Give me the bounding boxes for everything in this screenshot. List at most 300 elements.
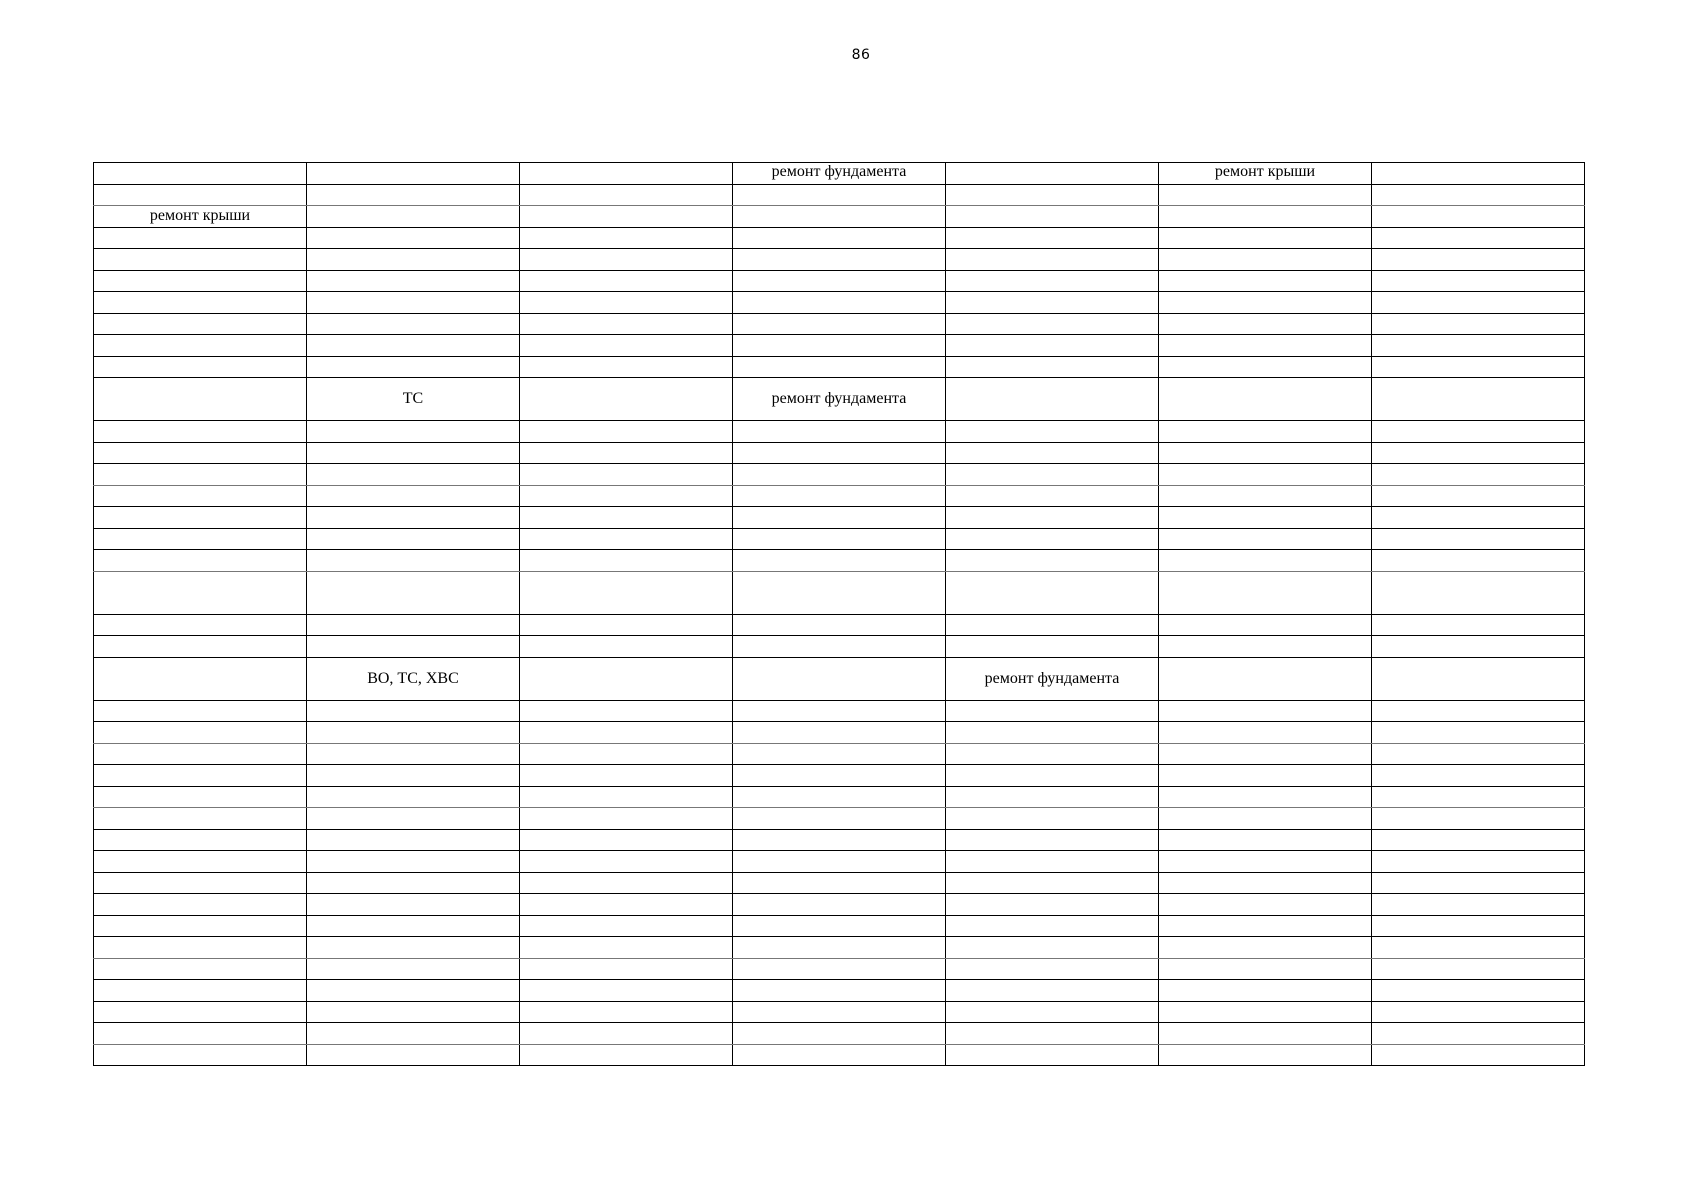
table-cell (94, 765, 307, 787)
table-row (94, 1001, 1585, 1023)
table-cell (307, 507, 520, 529)
table-cell (520, 851, 733, 873)
table-cell (1372, 915, 1585, 937)
table-cell (520, 614, 733, 636)
table-row (94, 829, 1585, 851)
table-cell (520, 507, 733, 529)
table-cell (946, 550, 1159, 572)
table-cell: ремонт фундамента (946, 657, 1159, 700)
table-cell (1372, 227, 1585, 249)
table-cell (946, 163, 1159, 185)
table-cell (94, 421, 307, 443)
table-cell (1159, 464, 1372, 486)
table-cell (307, 915, 520, 937)
table-cell (946, 442, 1159, 464)
table-cell (520, 657, 733, 700)
table-cell (946, 614, 1159, 636)
table-cell (307, 1001, 520, 1023)
table-cell (733, 614, 946, 636)
table-cell (1372, 851, 1585, 873)
table-cell (946, 227, 1159, 249)
table-cell (946, 722, 1159, 744)
table-row (94, 485, 1585, 507)
table-cell (94, 313, 307, 335)
table-cell (520, 249, 733, 271)
table-cell (1372, 636, 1585, 658)
table-cell (1372, 743, 1585, 765)
table-cell (733, 528, 946, 550)
table-cell (946, 851, 1159, 873)
table-cell (1372, 442, 1585, 464)
table-cell (1159, 765, 1372, 787)
table-cell (1159, 1023, 1372, 1045)
table-cell (733, 507, 946, 529)
table-row (94, 851, 1585, 873)
table-cell (946, 184, 1159, 206)
table-cell (1159, 292, 1372, 314)
table-cell (520, 550, 733, 572)
table-cell (94, 227, 307, 249)
table-cell (1372, 872, 1585, 894)
table-cell (94, 808, 307, 830)
table-cell (520, 464, 733, 486)
table-cell (94, 915, 307, 937)
table-cell (733, 1023, 946, 1045)
repair-schedule-table (93, 162, 1585, 1066)
table-row (94, 743, 1585, 765)
table-cell (94, 743, 307, 765)
table-cell (1159, 743, 1372, 765)
table-cell (520, 485, 733, 507)
table-row (94, 184, 1585, 206)
table-cell (1159, 937, 1372, 959)
table-row (94, 507, 1585, 529)
table-cell (946, 1001, 1159, 1023)
table-row (94, 313, 1585, 335)
table-cell (1372, 464, 1585, 486)
table-cell (1159, 958, 1372, 980)
table-cell (733, 227, 946, 249)
table-cell (307, 421, 520, 443)
table-row (94, 872, 1585, 894)
table-row (94, 937, 1585, 959)
table-cell (1159, 722, 1372, 744)
table-cell (946, 980, 1159, 1002)
table-cell (733, 636, 946, 658)
table-cell (520, 894, 733, 916)
table-cell (307, 356, 520, 378)
table-cell (946, 571, 1159, 614)
table-cell (1372, 356, 1585, 378)
table-cell (94, 786, 307, 808)
table-row (94, 765, 1585, 787)
table-cell (733, 722, 946, 744)
table-cell (733, 249, 946, 271)
table-cell (1159, 528, 1372, 550)
table-cell (733, 937, 946, 959)
table-cell (946, 872, 1159, 894)
table-row (94, 227, 1585, 249)
table-cell (1372, 270, 1585, 292)
table-cell (520, 184, 733, 206)
table-cell (94, 937, 307, 959)
table-cell (733, 356, 946, 378)
table-cell (733, 1044, 946, 1066)
table-cell (1159, 184, 1372, 206)
table-cell (733, 743, 946, 765)
table-cell (1159, 808, 1372, 830)
table-cell (1372, 528, 1585, 550)
table-row (94, 442, 1585, 464)
table-cell (1372, 507, 1585, 529)
table-row (94, 786, 1585, 808)
table-cell (307, 485, 520, 507)
table-cell (1372, 485, 1585, 507)
table-cell (1159, 872, 1372, 894)
table-cell (733, 184, 946, 206)
table-cell (1372, 335, 1585, 357)
table-row (94, 722, 1585, 744)
table-row (94, 636, 1585, 658)
table-cell (94, 851, 307, 873)
table-cell (733, 442, 946, 464)
table-cell (94, 894, 307, 916)
table-cell (1159, 206, 1372, 228)
table-cell (946, 270, 1159, 292)
table-cell (946, 313, 1159, 335)
table-cell (946, 528, 1159, 550)
table-cell (733, 872, 946, 894)
table-row (94, 163, 1585, 185)
table-cell (94, 249, 307, 271)
table-cell: ремонт фундамента (733, 378, 946, 421)
table-cell (94, 442, 307, 464)
table-cell (1159, 980, 1372, 1002)
table-cell (94, 550, 307, 572)
table-cell (307, 292, 520, 314)
table-cell (1372, 206, 1585, 228)
table-cell (1159, 442, 1372, 464)
table-cell (946, 206, 1159, 228)
table-row (94, 980, 1585, 1002)
table-cell (733, 464, 946, 486)
table-cell (520, 636, 733, 658)
table-cell (520, 829, 733, 851)
table-cell (946, 464, 1159, 486)
table-cell (307, 614, 520, 636)
table-cell (1372, 958, 1585, 980)
table-cell (307, 722, 520, 744)
table-cell: ремонт фундамента (733, 163, 946, 185)
table-cell (733, 485, 946, 507)
table-cell (733, 786, 946, 808)
table-cell (94, 163, 307, 185)
table-cell (1159, 894, 1372, 916)
table-cell (1372, 1044, 1585, 1066)
table-cell (307, 808, 520, 830)
table-cell (733, 915, 946, 937)
table-cell (1159, 614, 1372, 636)
table-cell (733, 829, 946, 851)
table-row (94, 292, 1585, 314)
table-cell (94, 958, 307, 980)
table-cell (733, 808, 946, 830)
table-cell (733, 657, 946, 700)
table-cell (1159, 571, 1372, 614)
page-number: 86 (851, 47, 871, 63)
table-cell (1372, 614, 1585, 636)
table-cell (520, 722, 733, 744)
table-cell (733, 851, 946, 873)
table-cell (94, 335, 307, 357)
table-row (94, 614, 1585, 636)
table-cell (307, 937, 520, 959)
table-cell (733, 700, 946, 722)
table-cell (94, 356, 307, 378)
table-cell (946, 894, 1159, 916)
table-cell (520, 378, 733, 421)
table-cell (1159, 915, 1372, 937)
table-cell (307, 206, 520, 228)
table-cell (520, 292, 733, 314)
table-cell (1372, 249, 1585, 271)
table-cell (307, 829, 520, 851)
table-cell (733, 421, 946, 443)
table-cell (307, 1023, 520, 1045)
table-cell (1159, 636, 1372, 658)
table-cell (307, 1044, 520, 1066)
table-cell (1372, 980, 1585, 1002)
table-row (94, 915, 1585, 937)
table-cell (1159, 829, 1372, 851)
table-cell (946, 356, 1159, 378)
table-cell (520, 958, 733, 980)
table-cell (520, 1023, 733, 1045)
table-cell (94, 1023, 307, 1045)
table-cell (94, 700, 307, 722)
table-cell (1372, 722, 1585, 744)
table-cell (733, 980, 946, 1002)
table-cell (733, 206, 946, 228)
table-cell (1159, 851, 1372, 873)
table-cell (1159, 378, 1372, 421)
table-cell (94, 464, 307, 486)
table-row (94, 356, 1585, 378)
table-cell (946, 636, 1159, 658)
table-cell (1372, 1023, 1585, 1045)
table-cell (1372, 894, 1585, 916)
table-cell (94, 571, 307, 614)
table-row (94, 700, 1585, 722)
table-cell (946, 378, 1159, 421)
table-cell (520, 700, 733, 722)
table-row (94, 894, 1585, 916)
table-cell (307, 700, 520, 722)
table-cell (520, 915, 733, 937)
table-cell (307, 786, 520, 808)
table-cell (520, 1001, 733, 1023)
table-cell (1159, 485, 1372, 507)
table-cell (1372, 313, 1585, 335)
table-row (94, 528, 1585, 550)
table-cell (946, 829, 1159, 851)
table-cell (307, 270, 520, 292)
table-cell (1372, 700, 1585, 722)
table-cell (733, 571, 946, 614)
table-cell (94, 1001, 307, 1023)
table-cell (307, 550, 520, 572)
table-cell (946, 700, 1159, 722)
table-cell (520, 270, 733, 292)
table-cell (1159, 313, 1372, 335)
table-cell (307, 227, 520, 249)
table-row (94, 958, 1585, 980)
table-cell (1159, 507, 1372, 529)
table-cell (1159, 550, 1372, 572)
table-cell (1372, 163, 1585, 185)
table-cell (946, 958, 1159, 980)
table-cell (94, 872, 307, 894)
table-cell (307, 636, 520, 658)
table-cell (520, 765, 733, 787)
table-cell (1372, 937, 1585, 959)
table-cell (307, 765, 520, 787)
table-cell (307, 980, 520, 1002)
table-cell (520, 808, 733, 830)
table-cell (1159, 657, 1372, 700)
table-cell (1372, 829, 1585, 851)
table-cell (1159, 335, 1372, 357)
table-row (94, 571, 1585, 614)
table-cell (94, 657, 307, 700)
table-row (94, 464, 1585, 486)
table-cell: ВО, ТС, ХВС (307, 657, 520, 700)
table-cell (733, 313, 946, 335)
table-cell (1372, 292, 1585, 314)
table-cell (520, 227, 733, 249)
table-cell (520, 421, 733, 443)
table-cell (307, 442, 520, 464)
table-cell (520, 206, 733, 228)
table-cell (307, 528, 520, 550)
table-row (94, 270, 1585, 292)
table-cell (307, 335, 520, 357)
table-cell (946, 1023, 1159, 1045)
table-cell (520, 313, 733, 335)
table-cell (1159, 1044, 1372, 1066)
table-cell (946, 808, 1159, 830)
table-cell (94, 980, 307, 1002)
table-cell: ТС (307, 378, 520, 421)
table-cell (520, 528, 733, 550)
table-row (94, 249, 1585, 271)
table-cell (94, 184, 307, 206)
table-cell (1372, 550, 1585, 572)
table-cell (733, 894, 946, 916)
table-cell (946, 1044, 1159, 1066)
table-cell (1372, 1001, 1585, 1023)
table-cell (94, 722, 307, 744)
table-cell (946, 292, 1159, 314)
table-cell (520, 335, 733, 357)
table-cell (946, 915, 1159, 937)
table-cell (1159, 356, 1372, 378)
table-cell (946, 335, 1159, 357)
table-cell (520, 937, 733, 959)
table-row (94, 1023, 1585, 1045)
table-cell (94, 528, 307, 550)
table-cell (946, 249, 1159, 271)
table-row (94, 206, 1585, 228)
table-cell (520, 786, 733, 808)
table-cell (1372, 808, 1585, 830)
table-cell (1372, 378, 1585, 421)
table-cell (946, 421, 1159, 443)
table-cell (520, 163, 733, 185)
table-cell (946, 765, 1159, 787)
table-cell (520, 872, 733, 894)
table-cell (307, 894, 520, 916)
table-cell (946, 743, 1159, 765)
table-cell (307, 872, 520, 894)
table-cell (307, 851, 520, 873)
table-row (94, 657, 1585, 700)
table-cell: ремонт крыши (1159, 163, 1372, 185)
table-cell (94, 1044, 307, 1066)
table-cell (1372, 657, 1585, 700)
table-cell (94, 378, 307, 421)
table-cell (1372, 571, 1585, 614)
table-body (94, 163, 1585, 1066)
table-cell (733, 270, 946, 292)
table-cell (307, 249, 520, 271)
table-row (94, 335, 1585, 357)
table-cell (520, 571, 733, 614)
table-cell (946, 485, 1159, 507)
table-cell (94, 485, 307, 507)
table-cell (1159, 421, 1372, 443)
table-cell (307, 464, 520, 486)
table-row (94, 808, 1585, 830)
table-cell (733, 335, 946, 357)
table-cell (946, 507, 1159, 529)
table-cell (520, 1044, 733, 1066)
table-cell: ремонт крыши (94, 206, 307, 228)
table-cell (1159, 700, 1372, 722)
table-cell (94, 829, 307, 851)
table-cell (733, 765, 946, 787)
table-cell (1372, 184, 1585, 206)
table-cell (94, 270, 307, 292)
table-cell (733, 292, 946, 314)
table-row (94, 378, 1585, 421)
table-cell (1372, 421, 1585, 443)
table-cell (307, 958, 520, 980)
table-cell (94, 292, 307, 314)
table-row (94, 550, 1585, 572)
table-cell (94, 614, 307, 636)
table-row (94, 421, 1585, 443)
table-cell (307, 571, 520, 614)
table-cell (1372, 786, 1585, 808)
table-cell (1159, 1001, 1372, 1023)
table-cell (733, 550, 946, 572)
table-cell (946, 937, 1159, 959)
table-cell (307, 743, 520, 765)
table-cell (307, 313, 520, 335)
table-cell (94, 636, 307, 658)
table-cell (733, 1001, 946, 1023)
